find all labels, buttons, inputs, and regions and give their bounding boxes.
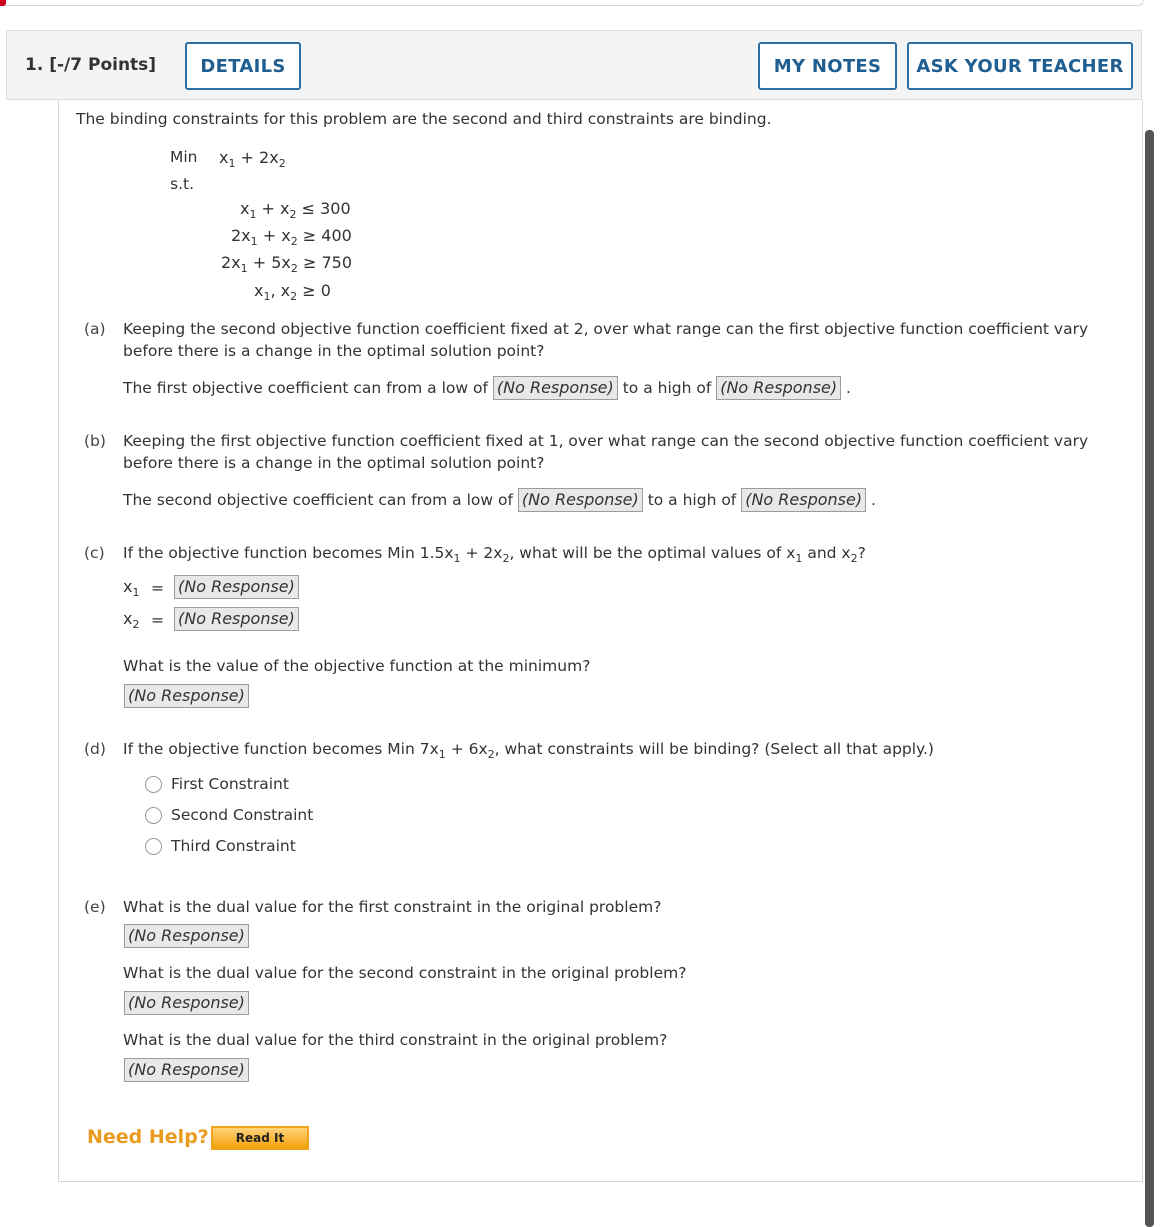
part-a-question-line1: Keeping the second objective function coefficient fixed at 2, over what range can the first objective function coefficient vary (123, 320, 1089, 338)
part-c-x2-input[interactable]: (No Response) (174, 607, 299, 631)
part-a-answer-prefix: The first objective coefficient can from a low of (123, 379, 488, 397)
part-a-answer-mid: to a high of (622, 379, 712, 397)
part-e-question-2: What is the dual value for the second constraint in the original problem? (123, 964, 687, 982)
previous-panel-edge (0, 0, 1144, 6)
min-label: Min (170, 148, 198, 166)
part-a-high-input[interactable]: (No Response) (716, 376, 841, 400)
second-constraint-label[interactable]: Second Constraint (171, 806, 314, 824)
constraint-3: $2x_1 + 5x_2 \ge 750$ (221, 253, 353, 275)
part-b-end: . (871, 491, 876, 509)
details-button[interactable]: DETAILS (185, 42, 301, 90)
part-b-question-line2: before there is a change in the optimal solution point? (123, 454, 545, 472)
part-e-question-3: What is the dual value for the third constraint in the original problem? (123, 1031, 668, 1049)
constraint-2: $2x_1 + x_2 \ge 400$ (231, 226, 352, 248)
part-c-objective-input[interactable]: (No Response) (124, 684, 249, 708)
question-points-label: 1. [-/7 Points] (25, 55, 157, 75)
part-a-question-line2: before there is a change in the optimal solution point? (123, 342, 545, 360)
part-b-answer-mid: to a high of (647, 491, 737, 509)
objective-function (219, 148, 286, 170)
part-b-question-line1: Keeping the first objective function coefficient fixed at 1, over what range can the second objective function coefficient vary (123, 432, 1089, 450)
part-e-answer-2-input[interactable]: (No Response) (124, 991, 249, 1015)
part-c-objective-question: What is the value of the objective function at the minimum? (123, 657, 591, 675)
first-constraint-label[interactable]: First Constraint (171, 775, 289, 793)
part-e-letter: (e) (84, 898, 106, 916)
constraint-1: $x_1 + x_2 \le 300$ (240, 199, 351, 221)
part-c-question (123, 544, 866, 565)
status-marker (0, 0, 6, 6)
part-d-question: If the objective function becomes Min $7x_1 + 6x_2$, what constraints will be binding? (Select all that apply.) (123, 740, 934, 761)
ask-your-teacher-button[interactable]: ASK YOUR TEACHER (907, 42, 1133, 90)
part-a-answer-line (123, 376, 851, 400)
part-c-question-text: If the objective function becomes Min $1.5x_1 + 2x_2$, what will be the optimal values of $x_1$ and $x_2$? (123, 544, 866, 565)
part-c-x1-equals: = (151, 579, 164, 597)
part-d-letter: (d) (84, 740, 106, 758)
st-label: s.t. (170, 175, 195, 193)
part-c-letter: (c) (84, 544, 105, 562)
question-header (6, 30, 1142, 100)
read-it-button[interactable]: Read It (211, 1126, 309, 1150)
part-a-end: . (846, 379, 851, 397)
need-help-label: Need Help? (87, 1126, 209, 1148)
part-e-question-1: What is the dual value for the first constraint in the original problem? (123, 898, 662, 916)
part-b-answer-prefix: The second objective coefficient can from a low of (123, 491, 513, 509)
part-c-x1-label: $x_1$ (123, 577, 140, 599)
part-a-letter: (a) (84, 320, 106, 338)
nonnegativity-constraint: $x_1$, $x_2 \ge 0$ (254, 281, 331, 303)
part-a-low-input[interactable]: (No Response) (493, 376, 618, 400)
part-b-answer-line (123, 488, 876, 512)
my-notes-button[interactable]: MY NOTES (758, 42, 897, 90)
part-c-x2-equals: = (151, 611, 164, 629)
part-b-letter: (b) (84, 432, 106, 450)
part-c-x1-input[interactable]: (No Response) (174, 575, 299, 599)
part-b-high-input[interactable]: (No Response) (741, 488, 866, 512)
scrollbar[interactable] (1145, 130, 1154, 1227)
part-e-answer-3-input[interactable]: (No Response) (124, 1058, 249, 1082)
third-constraint-checkbox[interactable] (145, 838, 162, 855)
objective-expression: $x_1 + 2x_2$ (219, 148, 286, 170)
first-constraint-checkbox[interactable] (145, 776, 162, 793)
second-constraint-checkbox[interactable] (145, 807, 162, 824)
part-c-x2-label: $x_2$ (123, 609, 140, 631)
part-b-low-input[interactable]: (No Response) (518, 488, 643, 512)
third-constraint-label[interactable]: Third Constraint (171, 837, 296, 855)
part-e-answer-1-input[interactable]: (No Response) (124, 924, 249, 948)
problem-intro: The binding constraints for this problem are the second and third constraints are binding. (76, 110, 772, 128)
